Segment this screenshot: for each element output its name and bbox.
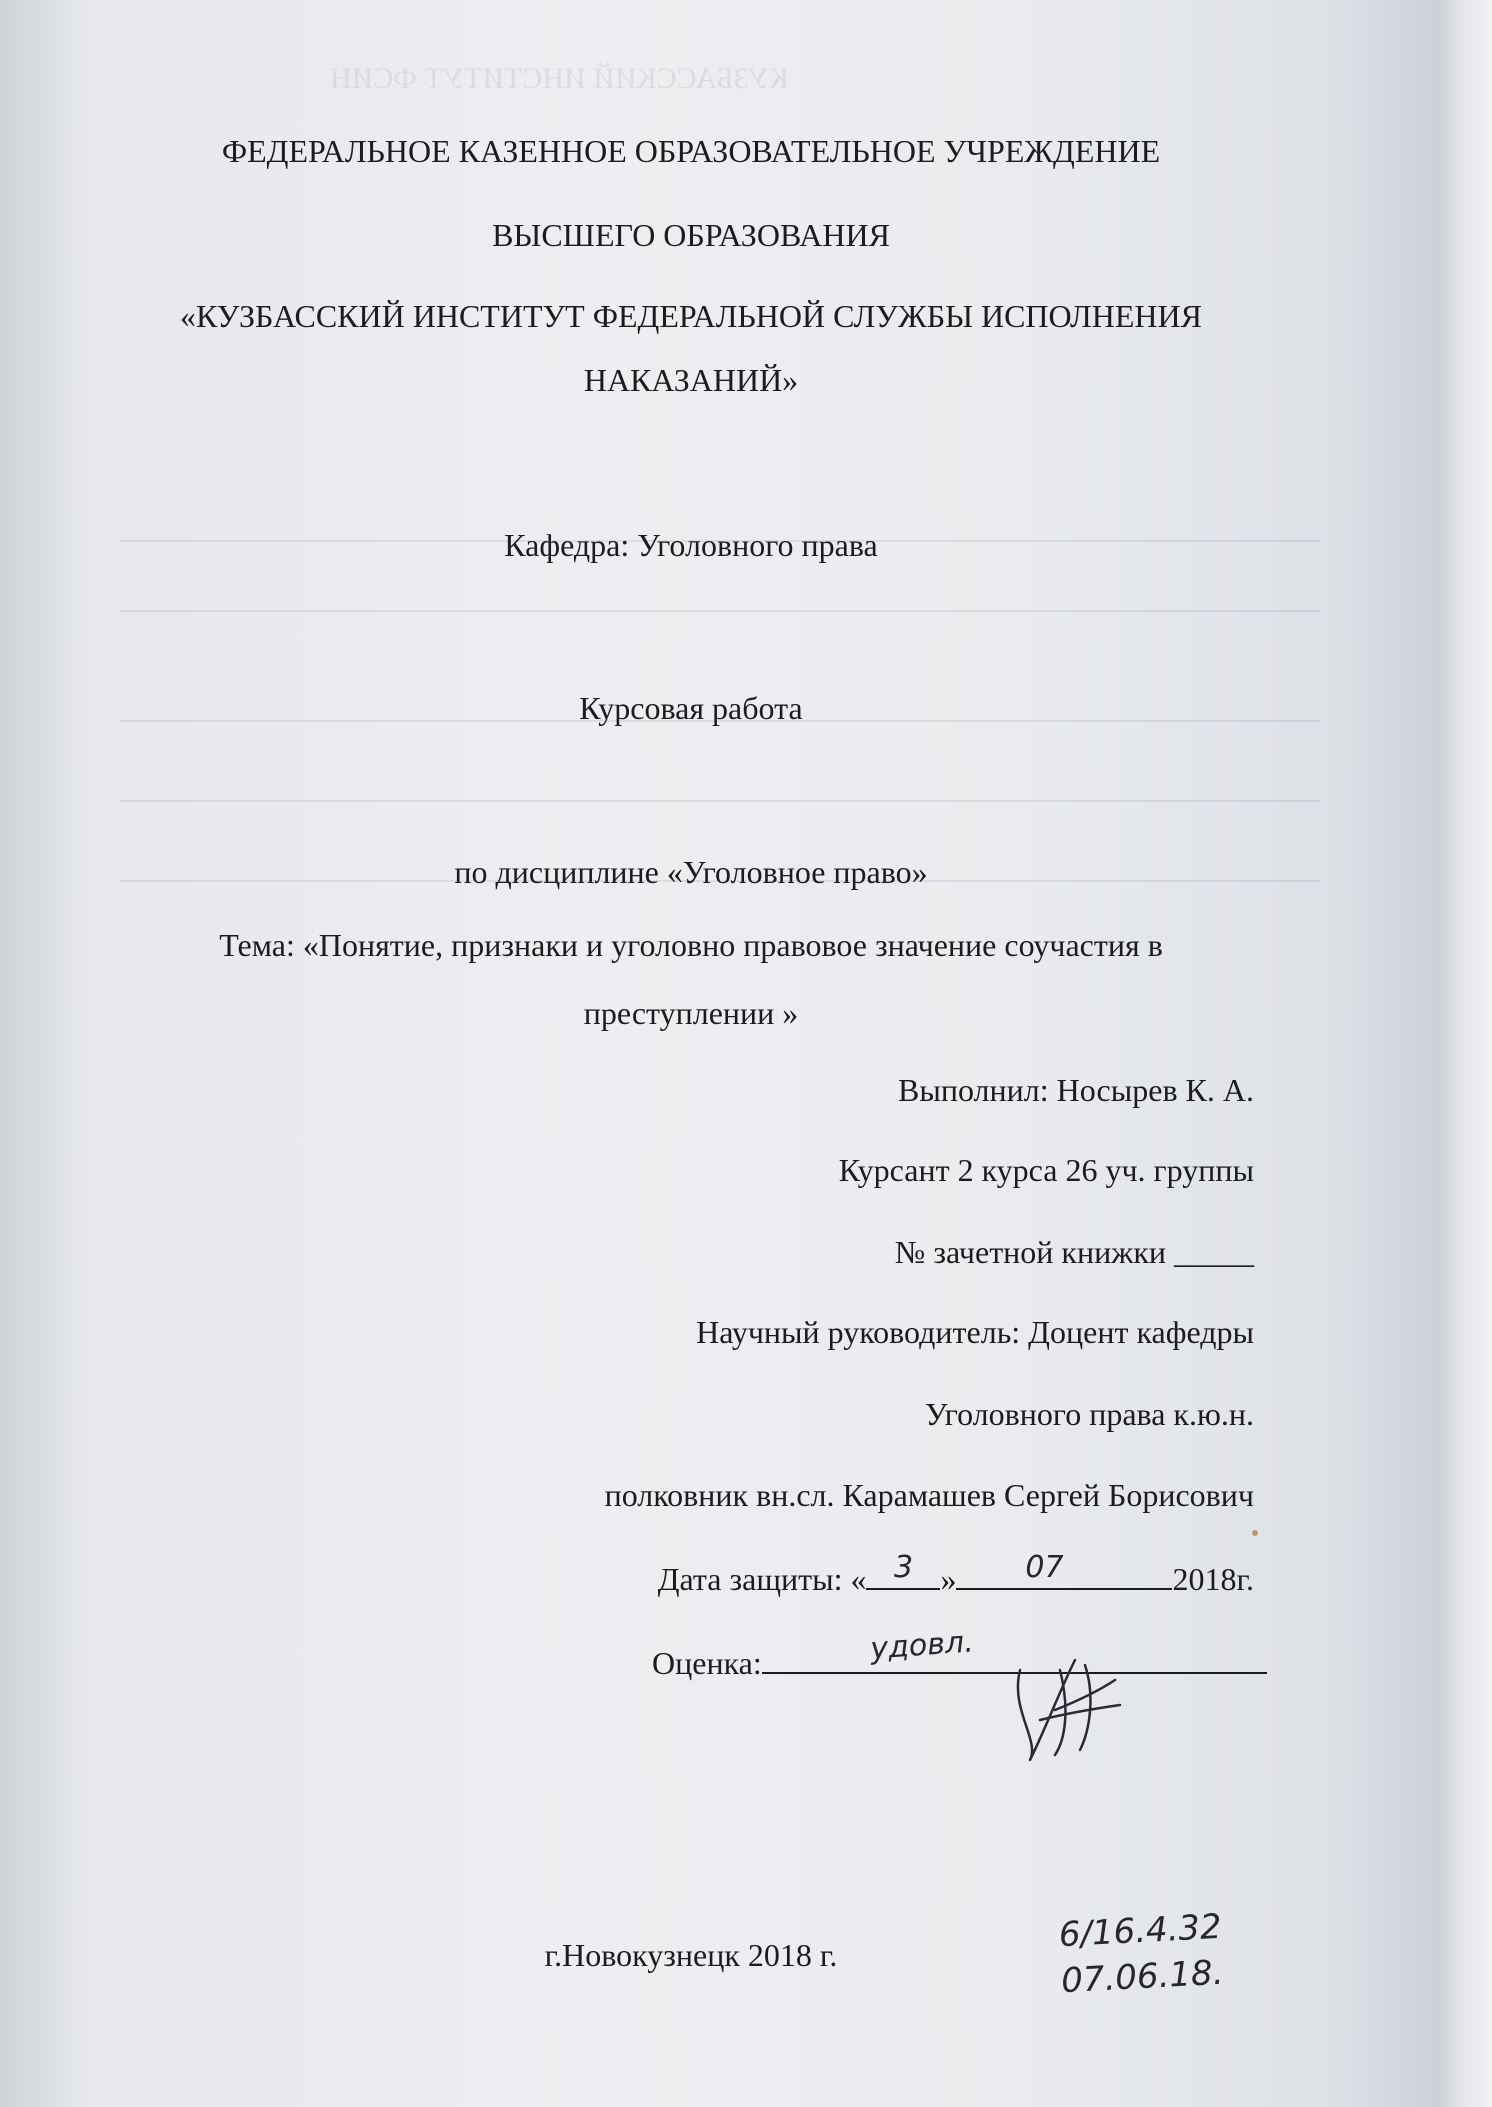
page-edge xyxy=(1440,0,1492,2107)
cadet-info: Курсант 2 курса 26 уч. группы xyxy=(838,1152,1254,1188)
defense-day: 3 xyxy=(893,1550,914,1585)
signature-scribble xyxy=(1000,1650,1130,1770)
supervisor-line-1: Научный руководитель: Доцент кафедры xyxy=(696,1314,1254,1350)
work-type: Курсовая работа xyxy=(579,690,803,726)
handwritten-annotation xyxy=(1058,1904,1225,2004)
annotation-line-2: 07.06.18. xyxy=(1060,1952,1225,2002)
grade-label: Оценка: xyxy=(652,1645,762,1681)
bleed-through-rule xyxy=(120,800,1320,802)
header-line-1: ФЕДЕРАЛЬНОЕ КАЗЕННОЕ ОБРАЗОВАТЕЛЬНОЕ УЧРЕЖДЕНИЕ xyxy=(221,133,1161,169)
bleed-through-text: КУЗБАССКИЙ ИНСТИТУТ ФСИН xyxy=(330,62,789,95)
paper-speck xyxy=(1252,1530,1258,1536)
topic-line-2: преступлении » xyxy=(583,995,799,1031)
defense-day-field xyxy=(866,1550,940,1590)
grade xyxy=(652,1624,1267,1683)
supervisor-line-2: Уголовного права к.ю.н. xyxy=(924,1396,1254,1432)
city-year: г.Новокузнецк 2018 г. xyxy=(544,1937,838,1973)
record-book-blank: _____ xyxy=(1174,1234,1254,1270)
record-book-label: № зачетной книжки xyxy=(894,1234,1166,1270)
defense-month-field xyxy=(956,1550,1172,1590)
defense-mid: » xyxy=(940,1561,957,1597)
header-line-3: «КУЗБАССКИЙ ИНСТИТУТ ФЕДЕРАЛЬНОЙ СЛУЖБЫ ИСПОЛНЕНИЯ xyxy=(180,298,1202,334)
defense-year: 2018г. xyxy=(1172,1561,1254,1597)
header-line-2: ВЫСШЕГО ОБРАЗОВАНИЯ xyxy=(492,217,890,253)
defense-month: 07 xyxy=(1025,1550,1064,1585)
defense-label: Дата защиты: « xyxy=(657,1561,867,1597)
department: Кафедра: Уголовного права xyxy=(504,527,878,563)
grade-handwritten: удовл. xyxy=(868,1624,975,1667)
performed-by: Выполнил: Носырев К. А. xyxy=(898,1072,1254,1108)
bleed-through-rule xyxy=(120,610,1320,612)
annotation-line-1: 6/16.4.32 xyxy=(1057,1906,1223,1956)
supervisor-line-3: полковник вн.сл. Карамашев Сергей Борисович xyxy=(604,1477,1254,1513)
topic-line-1: Тема: «Понятие, признаки и уголовно правовое значение соучастия в xyxy=(219,927,1163,963)
header-line-4: НАКАЗАНИЙ» xyxy=(583,362,799,398)
record-book xyxy=(895,1232,1254,1272)
defense-date xyxy=(657,1550,1254,1599)
discipline: по дисциплине «Уголовное право» xyxy=(454,854,928,890)
